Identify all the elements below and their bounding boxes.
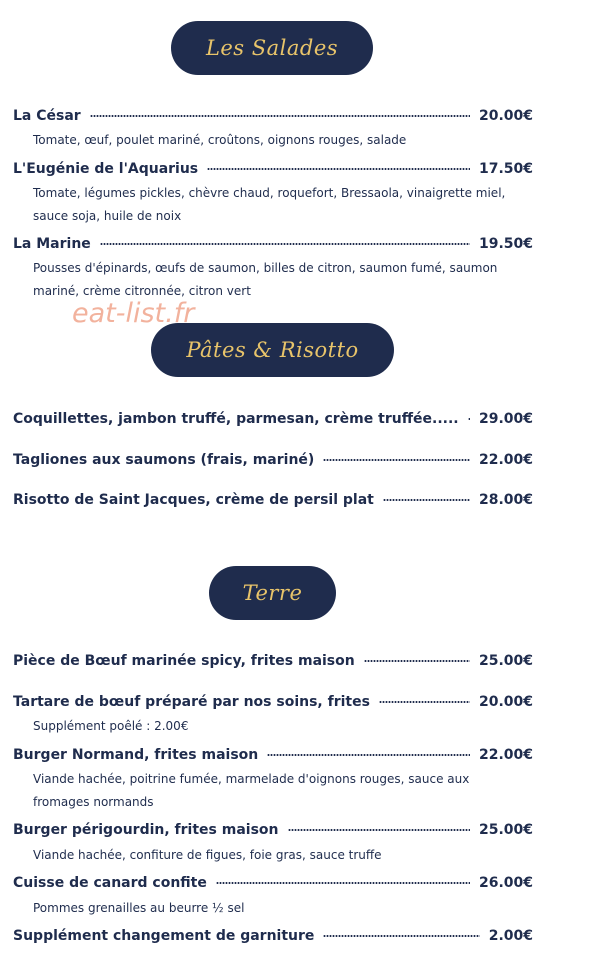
item-price: 28.00€ <box>478 492 533 508</box>
item-description: Viande hachée, poitrine fumée, marmelade d'oignons rouges, sauce aux fromages normands <box>33 772 470 809</box>
dot-leader <box>207 167 470 171</box>
dot-leader <box>468 417 470 421</box>
item-name: L'Eugénie de l'Aquarius <box>13 161 199 177</box>
item-name: La César <box>13 108 81 124</box>
menu-item-burger-normand <box>13 745 533 765</box>
menu-item-supplement-garniture <box>13 926 533 946</box>
menu-item-coquillettes <box>13 409 533 429</box>
item-name: Cuisse de canard confite <box>13 875 207 891</box>
item-price: 25.00€ <box>478 653 533 669</box>
section-title-terre: Terre <box>209 566 336 620</box>
dot-leader <box>288 828 470 832</box>
item-price: 20.00€ <box>478 694 533 710</box>
item-price: 20.00€ <box>478 108 533 124</box>
item-name: Burger périgourdin, frites maison <box>13 822 279 838</box>
dot-leader <box>323 458 470 462</box>
dot-leader <box>379 700 470 704</box>
item-price: 29.00€ <box>478 411 533 427</box>
watermark: eat-list.fr <box>72 298 195 329</box>
menu-item-cuisse-de-canard <box>13 873 533 893</box>
item-price: 26.00€ <box>478 875 533 891</box>
item-price: 22.00€ <box>478 452 533 468</box>
item-name: Pièce de Bœuf marinée spicy, frites maison <box>13 653 355 669</box>
item-description: Tomate, œuf, poulet mariné, croûtons, oignons rouges, salade <box>33 133 407 147</box>
dot-leader <box>267 753 470 757</box>
dot-leader <box>364 659 470 663</box>
menu-item-tartare <box>13 692 533 712</box>
section-title-pates-risotto: Pâtes & Risotto <box>151 323 394 377</box>
item-price: 25.00€ <box>478 822 533 838</box>
dot-leader <box>216 881 470 885</box>
dot-leader <box>100 242 470 246</box>
item-name: Risotto de Saint Jacques, crème de persil plat <box>13 492 374 508</box>
menu-item-la-cesar <box>13 106 533 126</box>
item-description: Pommes grenailles au beurre ½ sel <box>33 901 245 915</box>
menu-item-tagliones <box>13 450 533 470</box>
item-name: La Marine <box>13 236 91 252</box>
menu-item-risotto <box>13 490 533 510</box>
menu-item-piece-de-boeuf <box>13 651 533 671</box>
dot-leader <box>323 934 479 938</box>
item-description: Pousses d'épinards, œufs de saumon, billes de citron, saumon fumé, saumon mariné, crème citronnée, citron vert <box>33 261 498 298</box>
item-description: Viande hachée, confiture de figues, foie gras, sauce truffe <box>33 848 382 862</box>
item-name: Tagliones aux saumons (frais, mariné) <box>13 452 315 468</box>
item-name: Supplément changement de garniture <box>13 928 315 944</box>
item-description: Supplément poêlé : 2.00€ <box>33 719 189 733</box>
item-name: Tartare de bœuf préparé par nos soins, frites <box>13 694 370 710</box>
item-name: Coquillettes, jambon truffé, parmesan, crème truffée..... <box>13 411 459 427</box>
item-description: Tomate, légumes pickles, chèvre chaud, roquefort, Bressaola, vinaigrette miel, sauce soja, huile de noix <box>33 186 506 223</box>
item-price: 22.00€ <box>478 747 533 763</box>
menu-item-eugenie-aquarius <box>13 159 533 179</box>
section-title-salades: Les Salades <box>171 21 373 75</box>
dot-leader <box>383 498 470 502</box>
item-price: 17.50€ <box>478 161 533 177</box>
menu-item-burger-perigourdin <box>13 820 533 840</box>
item-price: 19.50€ <box>478 236 533 252</box>
item-name: Burger Normand, frites maison <box>13 747 259 763</box>
menu-item-la-marine <box>13 234 533 254</box>
item-price: 2.00€ <box>488 928 533 944</box>
dot-leader <box>90 114 470 118</box>
